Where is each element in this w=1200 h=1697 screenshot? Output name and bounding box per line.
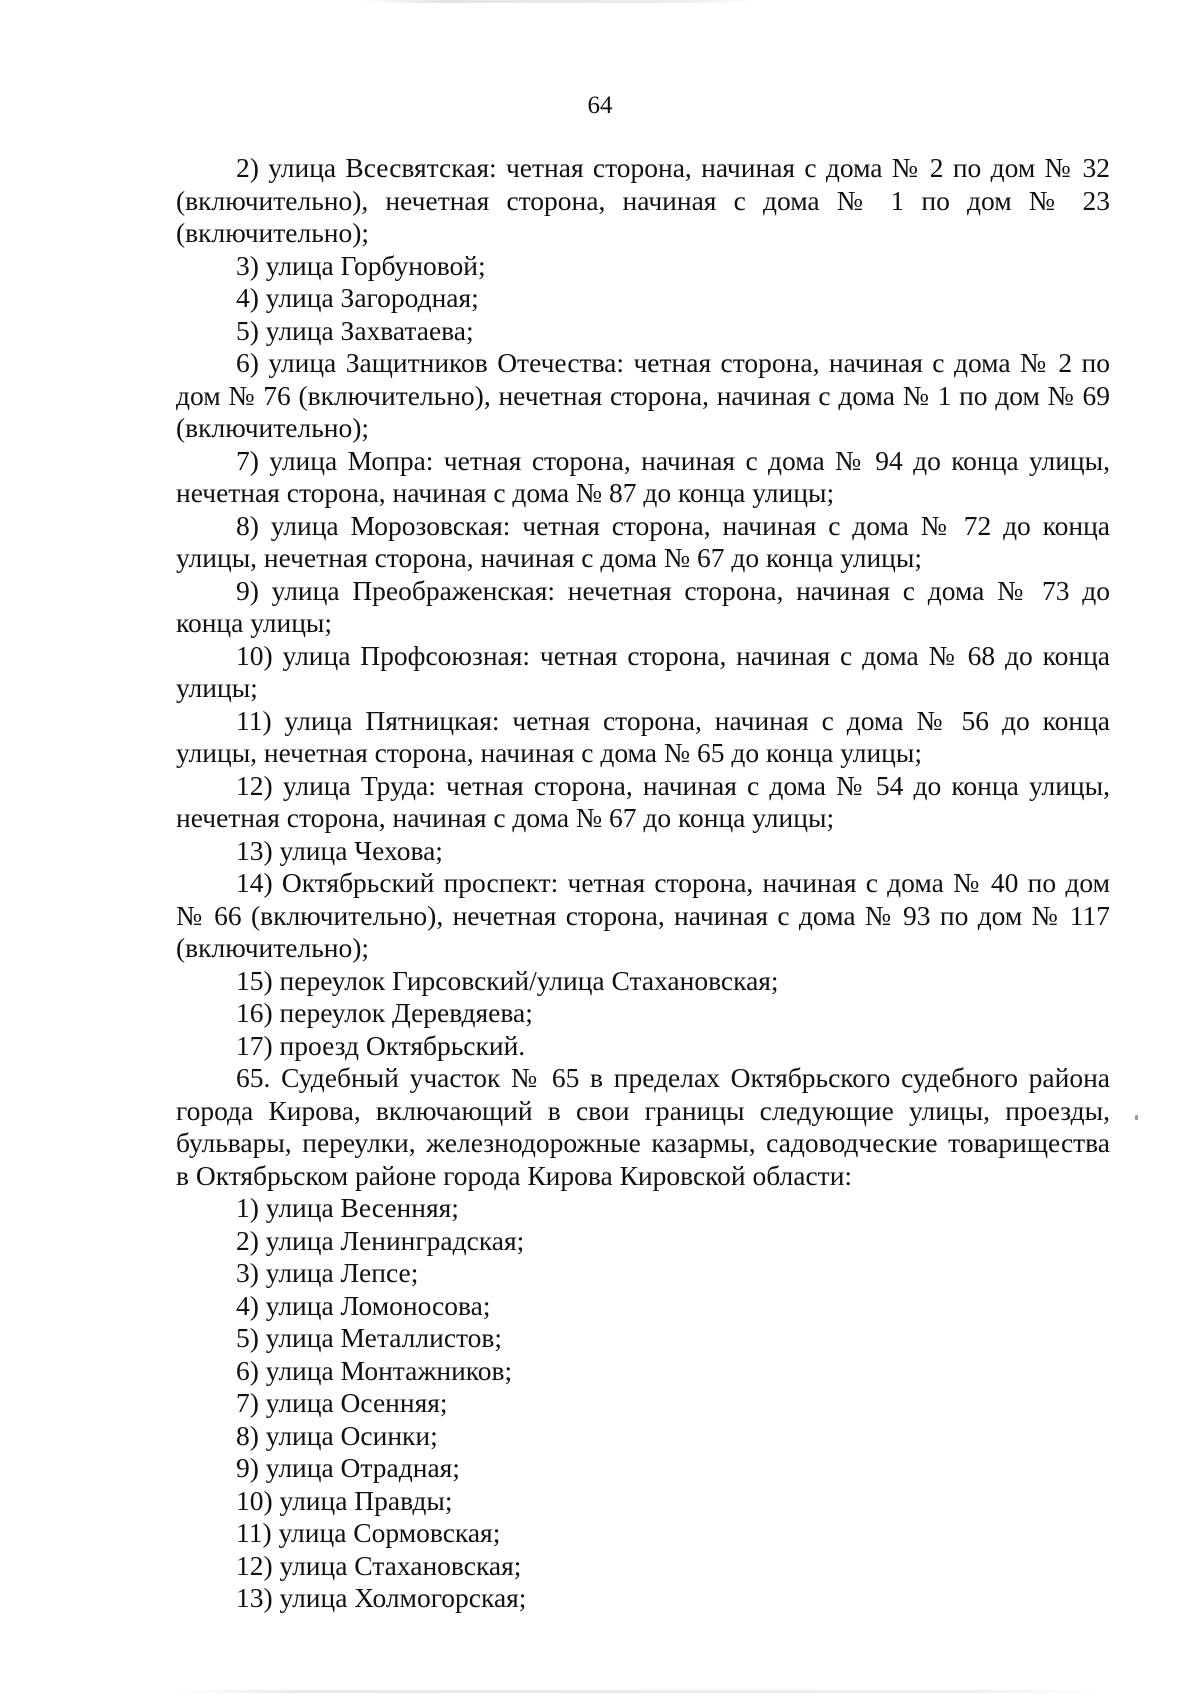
list-item: 7) улица Мопра: четная сторона, начиная с дома № 94 до конца улицы, нечетная сторона, начиная с дома № 87 до конца улицы; [176, 444, 1110, 508]
list-item: 2) улица Всесвятская: четная сторона, начиная с дома № 2 по дом № 32 (включительно), нечетная сторона, начиная с дома № 1 по дом № 23 (включительно); [176, 152, 1110, 248]
section-paragraph-65: 65. Судебный участок № 65 в пределах Октябрьского судебного района города Кирова, включающий в свои границы следующие улицы, проезды, бульвары, переулки, железнодорожные казармы, садоводческие товарищества в Октябрьском районе города Кирова Кировской области: [176, 1062, 1110, 1191]
list-item: 4) улица Загородная; [236, 282, 479, 313]
list-item: 3) улица Лепсе; [236, 1257, 419, 1288]
list-item: 5) улица Захватаева; [236, 314, 474, 346]
list-item: 12) улица Стахановская; [236, 1549, 522, 1581]
list-item: 10) улица Профсоюзная: четная сторона, начиная с дома № 68 до конца улицы; [176, 639, 1110, 703]
list-item: 4) улица Ломоносова; [236, 1289, 491, 1321]
list-item: 11) улица Сормовская; [236, 1517, 501, 1548]
list-item: 16) переулок Деревдяева; [236, 997, 533, 1028]
list-item: 9) улица Отрадная; [236, 1452, 460, 1483]
list-item: 14) Октябрьский проспект: четная сторона, начиная с дома № 40 по дом № 66 (включительно), нечетная сторона, начиная с дома № 93 по дом № 117 (включительно); [176, 867, 1110, 963]
list-item: 6) улица Защитников Отечества: четная сторона, начиная с дома № 2 по дом № 76 (включительно), нечетная сторона, начиная с дома № 1 по дом № 69 (включительно); [176, 347, 1110, 443]
list-item: 13) улица Чехова; [236, 834, 443, 866]
list-item: 13) улица Холмогорская; [236, 1582, 527, 1613]
list-item: 6) улица Монтажников; [236, 1354, 513, 1386]
list-item: 11) улица Пятницкая: четная сторона, начиная с дома № 56 до конца улицы, нечетная сторона, начиная с дома № 65 до конца улицы; [176, 704, 1110, 768]
list-item: 1) улица Весенняя; [236, 1192, 459, 1223]
list-item: 15) переулок Гирсовский/улица Стахановская; [236, 964, 779, 996]
list-item: 17) проезд Октябрьский. [236, 1029, 526, 1061]
list-item: 9) улица Преображенская: нечетная сторона, начиная с дома № 73 до конца улицы; [176, 574, 1110, 638]
list-item: 3) улица Горбуновой; [236, 249, 486, 281]
list-item: 10) улица Правды; [236, 1484, 453, 1516]
list-item: 7) улица Осенняя; [236, 1387, 448, 1418]
document-body [176, 152, 1110, 1615]
list-item: 12) улица Труда: четная сторона, начиная с дома № 54 до конца улицы, нечетная сторона, начиная с дома № 67 до конца улицы; [176, 769, 1110, 833]
page-number: 64 [587, 92, 613, 119]
list-item: 5) улица Металлистов; [236, 1322, 503, 1353]
list-item: 2) улица Ленинградская; [236, 1224, 525, 1256]
list-item: 8) улица Морозовская: четная сторона, начиная с дома № 72 до конца улицы, нечетная сторона, начиная с дома № 67 до конца улицы; [176, 509, 1110, 573]
scan-speck [1135, 1115, 1138, 1120]
list-item: 8) улица Осинки; [236, 1419, 438, 1451]
scan-noise-top [360, 0, 760, 3]
scan-noise-bottom [170, 1690, 1110, 1693]
